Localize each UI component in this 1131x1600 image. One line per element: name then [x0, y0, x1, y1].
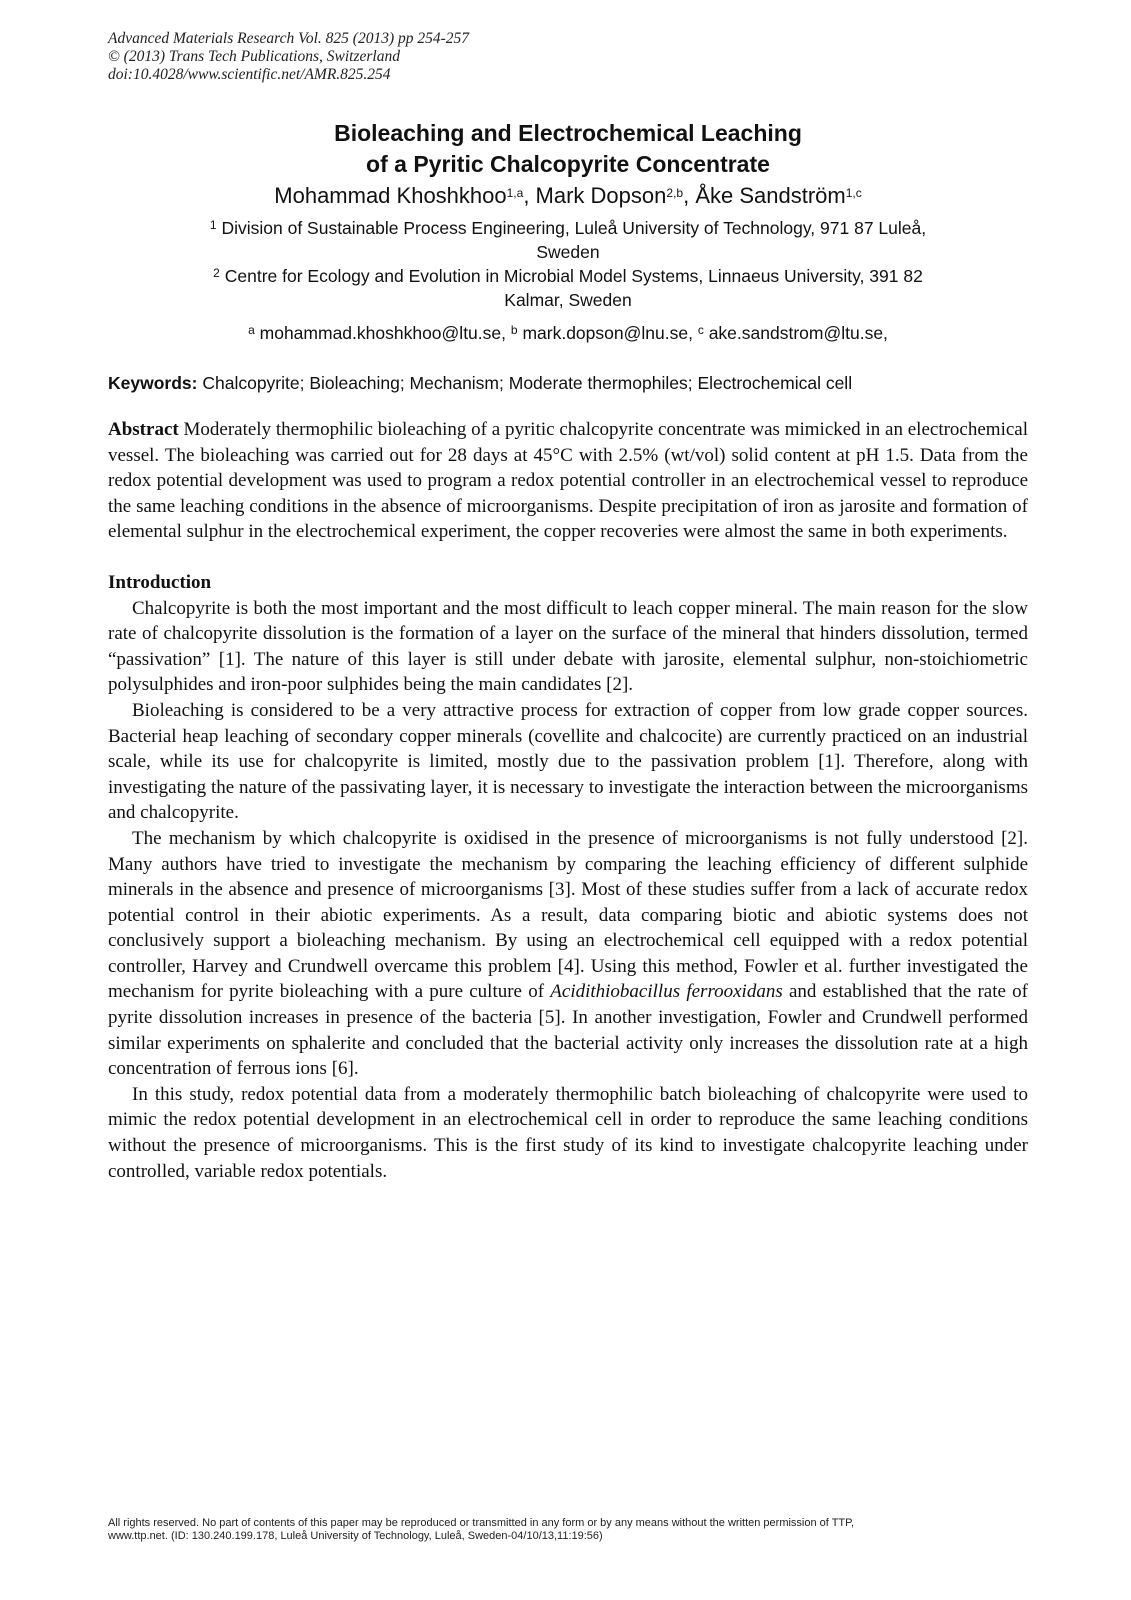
- abstract: [108, 417, 1028, 545]
- paragraph: Chalcopyrite is both the most important and the most difficult to leach copper mineral. The main reason for the slow rate of chalcopyrite dissolution is the formation of a layer on the surface of the mineral that hinders dissolution, termed “passivation” [1]. The nature of this layer is still under debate with jarosite, elemental sulphur, non-stoichiometric polysulphides and iron-poor sulphides being the main candidates [2].: [108, 597, 1028, 696]
- species-name: Acidithiobacillus ferrooxidans: [550, 981, 783, 1003]
- doi-line: doi:10.4028/www.scientific.net/AMR.825.254: [108, 66, 391, 83]
- paper-title: [108, 118, 1028, 180]
- footer-line: www.ttp.net. (ID: 130.240.199.178, Luleå University of Technology, Luleå, Sweden-04/10/13,11:19:56): [108, 1529, 603, 1542]
- author-separator: ,: [683, 183, 696, 208]
- author-separator: ,: [523, 183, 536, 208]
- affiliation-text: Division of Sustainable Process Engineering, Luleå University of Technology, 971 87 Luleå,: [221, 218, 927, 238]
- paragraph: Bioleaching is considered to be a very attractive process for extraction of copper from low grade copper sources. Bacterial heap leaching of secondary copper minerals (covellite and chalcocite) are currently practiced on an industrial scale, while its use for chalcopyrite is limited, mostly due to the passivation problem [1]. Therefore, along with investigating the nature of the passivating layer, it is necessary to investigate the interaction between the microorganisms and chalcopyrite.: [108, 699, 1028, 824]
- email-address[interactable]: ake.sandstrom@ltu.se,: [708, 323, 888, 343]
- journal-citation: Advanced Materials Research Vol. 825 (2013) pp 254-257: [108, 30, 470, 47]
- email-address[interactable]: mark.dopson@lnu.se,: [522, 323, 693, 343]
- paragraph-text: and established that the rate of pyrite dissolution increases in presence of the bacteria [5]. In another investigation, Fowler and Crundwell performed similar experiments on sphalerite and concluded that the bacterial activity only increases the dissolution rate at a high concentration of ferrous ions [6].: [108, 981, 1028, 1080]
- author-superscript: 1,a: [506, 186, 524, 200]
- affiliation-text: Sweden: [536, 242, 600, 262]
- keywords: [108, 371, 1028, 395]
- paragraph-text: The mechanism by which chalcopyrite is oxidised in the presence of microorganisms is not fully understood [2]. Many authors have tried to investigate the mechanism by comparing the leaching efficiency of different sulphide minerals in the absence and presence of microorganisms [3]. Most of these studies suffer from a lack of accurate redox potential control in their abiotic experiments. As a result, data comparing biotic and abiotic systems does not conclusively support a bioleaching mechanism. By using an electrochemical cell equipped with a redox potential controller, Harvey and Crundwell overcame this problem [4]. Using this method, Fowler et al. further investigated the mechanism for pyrite bioleaching with a pure culture of: [108, 827, 1028, 1003]
- paper-page: [108, 30, 1028, 1184]
- paragraph: In this study, redox potential data from a moderately thermophilic batch bioleaching of chalcopyrite were used to mimic the redox potential development in an electrochemical cell in order to reproduce the same leaching conditions without the presence of microorganisms. This is the first study of its kind to investigate chalcopyrite leaching under controlled, variable redox potentials.: [108, 1083, 1028, 1182]
- affiliation-2: [108, 264, 1028, 312]
- email-list: [108, 321, 1028, 345]
- abstract-label: Abstract: [108, 419, 179, 440]
- title-line-1: Bioleaching and Electrochemical Leaching: [334, 120, 802, 146]
- author-name: Mark Dopson: [535, 183, 667, 208]
- title-line-2: of a Pyritic Chalcopyrite Concentrate: [366, 151, 770, 177]
- footer-line: All rights reserved. No part of contents of this paper may be reproduced or transmitted in any form or by any means without the written permission of TTP,: [108, 1517, 855, 1529]
- affiliation-marker: 1: [209, 218, 217, 232]
- introduction-body: [108, 596, 1028, 1185]
- journal-header: [108, 30, 1028, 84]
- email-address[interactable]: mohammad.khoshkhoo@ltu.se,: [259, 323, 506, 343]
- author-list: [108, 182, 1028, 210]
- author-name: Mohammad Khoshkhoo: [274, 183, 507, 208]
- author-name: Åke Sandström: [695, 183, 846, 208]
- section-heading-introduction: Introduction: [108, 571, 212, 593]
- author-superscript: 1,c: [845, 186, 862, 200]
- paragraph: [108, 826, 1028, 1082]
- author-superscript: 2,b: [666, 186, 684, 200]
- keywords-text: Chalcopyrite; Bioleaching; Mechanism; Moderate thermophiles; Electrochemical cell: [202, 373, 853, 393]
- affiliation-text: Kalmar, Sweden: [504, 290, 632, 310]
- affiliation-text: Centre for Ecology and Evolution in Microbial Model Systems, Linnaeus University, 391 82: [224, 266, 923, 286]
- affiliation-1: [108, 216, 1028, 264]
- affiliation-marker: 2: [213, 266, 220, 280]
- email-marker: b: [510, 323, 518, 337]
- abstract-text: Moderately thermophilic bioleaching of a pyritic chalcopyrite concentrate was mimicked in an electrochemical vessel. The bioleaching was carried out for 28 days at 45°C with 2.5% (wt/vol) solid content at pH 1.5. Data from the redox potential development was used to program a redox potential controller in an electrochemical vessel to reproduce the same leaching conditions in the absence of microorganisms. Despite precipitation of iron as jarosite and formation of elemental sulphur in the electrochemical experiment, the copper recoveries were almost the same in both experiments.: [108, 419, 1029, 543]
- copyright-line: © (2013) Trans Tech Publications, Switzerland: [108, 48, 400, 65]
- email-marker: a: [248, 323, 255, 337]
- email-marker: c: [697, 323, 704, 337]
- copyright-footer: [108, 1517, 1028, 1542]
- keywords-label: Keywords:: [108, 373, 198, 393]
